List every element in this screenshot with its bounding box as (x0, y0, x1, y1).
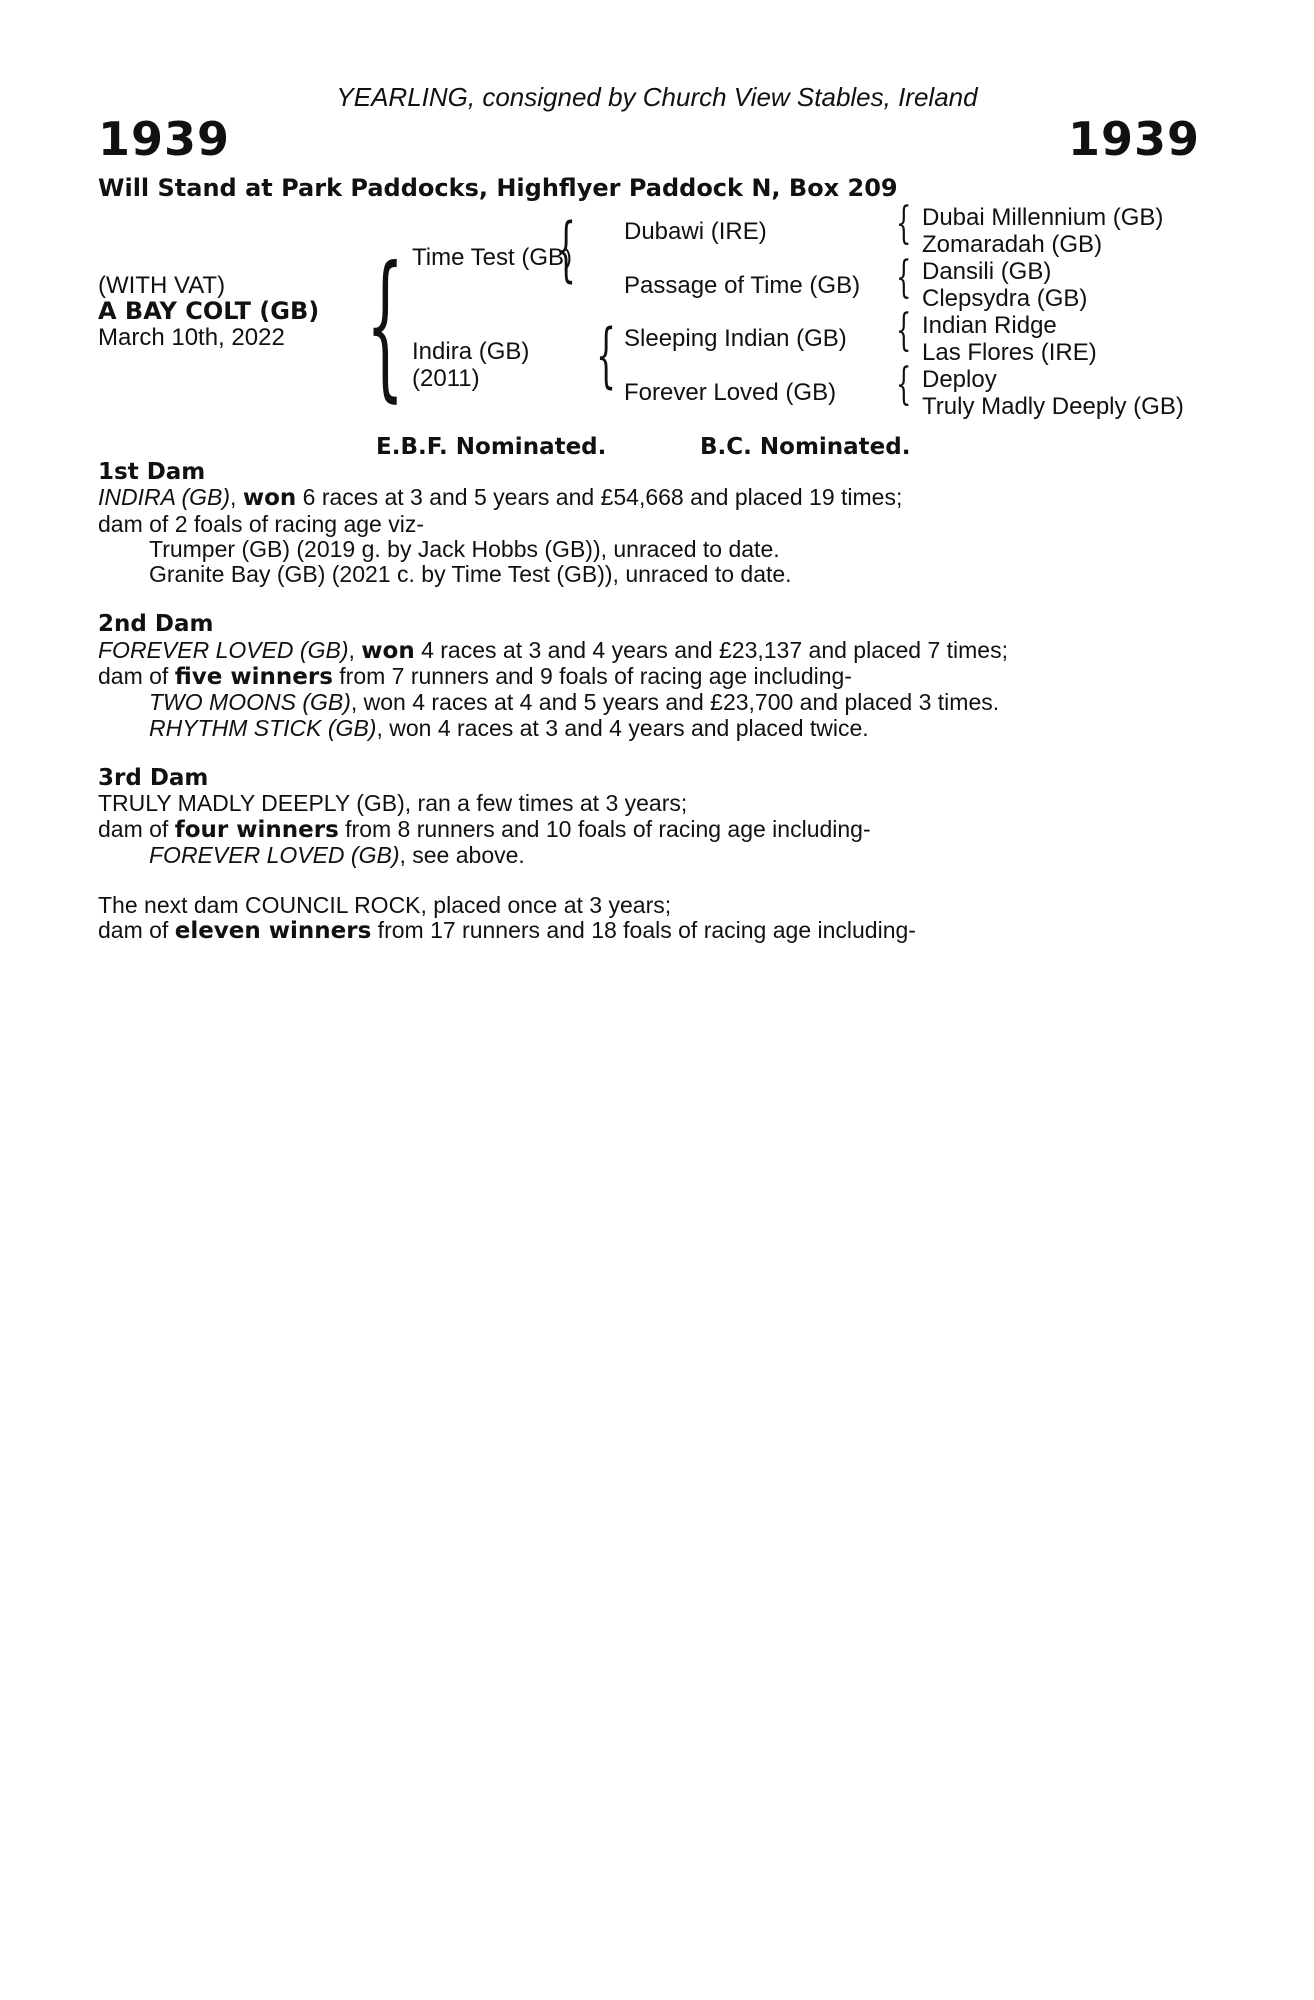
pedigree-ggd-1: Zomaradah (GB) (922, 231, 1103, 258)
winners-count: four winners (174, 816, 339, 843)
produce-text: dam of (98, 663, 175, 690)
third-dam-record: TRULY MADLY DEEPLY (GB), ran a few times at 3 years; (98, 790, 688, 817)
first-dam-name: INDIRA (GB) (98, 484, 231, 511)
second-dam-record: FOREVER LOVED (GB), won 4 races at 3 and 4 years and £23,137 and placed 7 times; (98, 636, 1008, 664)
produce-text: dam of (98, 917, 175, 944)
pedigree-brace-3a: { (896, 198, 912, 249)
first-dam-record-text: 6 races at 3 and 5 years and £54,668 and placed 19 times; (296, 484, 903, 511)
pedigree-ggs-1: Dubai Millennium (GB) (922, 204, 1164, 231)
first-dam-foal: Trumper (GB) (2019 g. by Jack Hobbs (GB)), unraced to date. (149, 535, 780, 562)
pedigree-ggd-2: Clepsydra (GB) (922, 285, 1088, 312)
lot-number-right: 1939 (1067, 112, 1200, 166)
pedigree-dam-dam: Forever Loved (GB) (624, 379, 837, 406)
second-dam-foal (98, 690, 1200, 715)
second-dam-produce (98, 664, 1200, 690)
third-dam-heading: 3rd Dam (98, 764, 209, 791)
third-dam-foal (98, 843, 1200, 868)
second-dam-heading: 2nd Dam (98, 611, 214, 638)
next-dam-produce (98, 918, 1200, 944)
pedigree-brace-dam: { (596, 314, 617, 396)
produce-text: from 17 runners and 18 foals of racing age including- (371, 917, 916, 944)
stand-location: Will Stand at Park Paddocks, Highflyer Paddock N, Box 209 (98, 174, 898, 202)
pedigree-ggd-4: Truly Madly Deeply (GB) (922, 393, 1184, 420)
produce-record (98, 460, 1200, 945)
foaling-date: March 10th, 2022 (98, 324, 285, 351)
foal-name: RHYTHM STICK (GB) (149, 714, 377, 741)
pedigree-dam: Indira (GB) (412, 338, 530, 365)
ebf-nomination: E.B.F. Nominated. (376, 434, 607, 460)
pedigree-sire: Time Test (GB) (412, 244, 573, 271)
third-dam-produce (98, 817, 1200, 843)
consignor-line: YEARLING, consigned by Church View Stables, Ireland (336, 82, 978, 112)
first-dam-heading: 1st Dam (98, 459, 206, 485)
first-dam-won: won (242, 485, 297, 512)
next-dam-record: The next dam COUNCIL ROCK, placed once at 3 years; (98, 892, 672, 919)
pedigree-brace-3d: { (896, 359, 912, 410)
pedigree-ggd-3: Las Flores (IRE) (922, 339, 1097, 366)
pedigree-brace-3b: { (896, 252, 912, 303)
winners-count: eleven winners (174, 918, 372, 945)
foal-name: FOREVER LOVED (GB) (149, 841, 400, 868)
first-dam-produce: dam of 2 foals of racing age viz- (98, 510, 424, 537)
lot-name: A BAY COLT (GB) (98, 297, 320, 325)
pedigree-sire-dam: Passage of Time (GB) (624, 272, 861, 299)
pedigree-dam-sire: Sleeping Indian (GB) (624, 325, 847, 352)
second-dam-record-text: 4 races at 3 and 4 years and £23,137 and placed 7 times; (414, 636, 1008, 663)
pedigree-ggs-2: Dansili (GB) (922, 258, 1052, 285)
foal-record: , won 4 races at 3 and 4 years and placed twice. (376, 714, 869, 741)
lot-number-left: 1939 (98, 112, 231, 166)
pedigree-dam-year: (2011) (412, 365, 480, 392)
second-dam-won: won (361, 637, 415, 664)
pedigree-ggs-4: Deploy (922, 366, 997, 393)
vat-note: (WITH VAT) (98, 272, 226, 299)
winners-count: five winners (174, 664, 333, 691)
pedigree-brace-3c: { (896, 305, 912, 356)
foal-record: , see above. (399, 841, 525, 868)
first-dam-record: INDIRA (GB), won 6 races at 3 and 5 years and £54,668 and placed 19 times; (98, 484, 903, 512)
produce-text: dam of (98, 815, 175, 842)
second-dam-foal (98, 716, 1200, 741)
foal-record: , won 4 races at 4 and 5 years and £23,700 and placed 3 times. (350, 689, 1000, 716)
bc-nomination: B.C. Nominated. (700, 434, 911, 460)
first-dam-foal: Granite Bay (GB) (2021 c. by Time Test (GB)), unraced to date. (149, 561, 792, 588)
foal-name: TWO MOONS (GB) (149, 689, 351, 716)
pedigree-brace-main: { (366, 233, 405, 417)
second-dam-name: FOREVER LOVED (GB) (98, 636, 349, 663)
pedigree-ggs-3: Indian Ridge (922, 312, 1057, 339)
pedigree-brace-sire: { (556, 208, 577, 290)
produce-text: from 8 runners and 10 foals of racing age including- (338, 815, 871, 842)
produce-text: from 7 runners and 9 foals of racing age including- (332, 663, 852, 690)
pedigree-sire-sire: Dubawi (IRE) (624, 218, 767, 245)
